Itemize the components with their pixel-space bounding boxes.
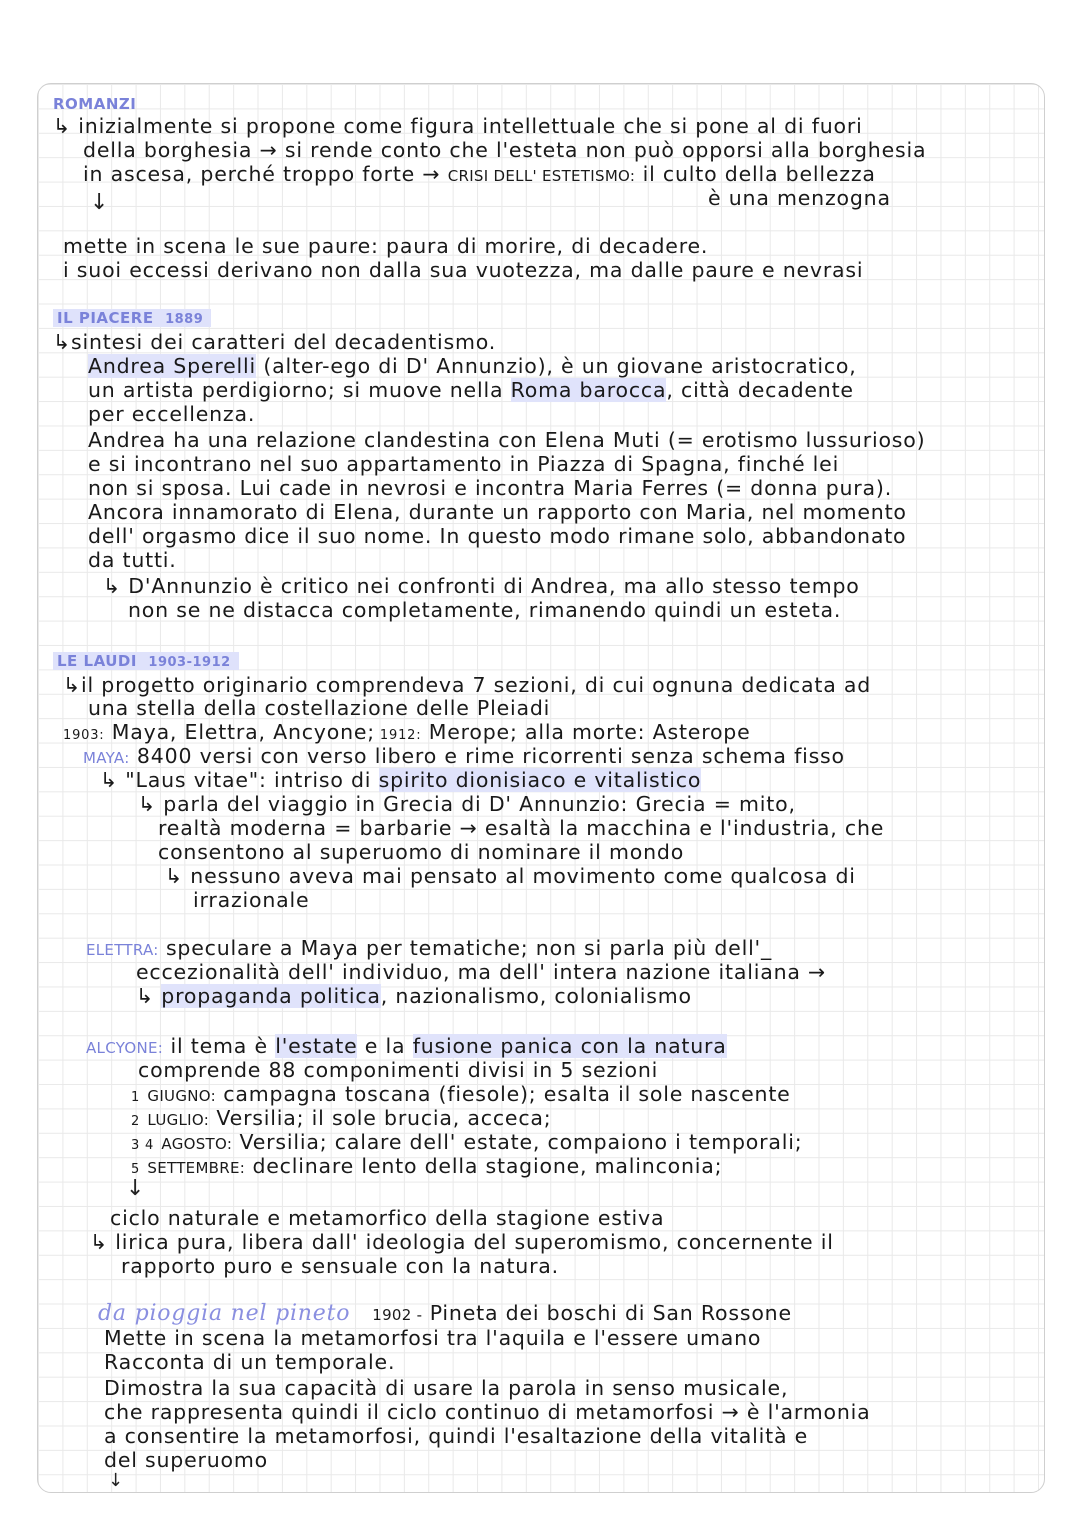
section-item: 3 4 AGOSTO: Versilia; calare dell' estate, compaiono i temporali; xyxy=(131,1130,803,1154)
text-line: realtà moderna = barbarie → esaltà la macchina e l'industria, che xyxy=(158,816,885,840)
heading-le-laudi: LE LAUDI 1903-1912 xyxy=(53,649,239,675)
text-line: i suoi eccessi derivano non dalla sua vuotezza, ma dalle paure e nevrasi xyxy=(63,258,864,282)
section-item: 1 GIUGNO: campagna toscana (fiesole); esalta il sole nascente xyxy=(131,1082,791,1106)
poem-title: da pioggia nel pineto xyxy=(98,1301,351,1326)
maia-label: MAYA: xyxy=(83,749,130,767)
text-line: ↳ propaganda politica, nazionalismo, colonialismo xyxy=(136,984,692,1008)
arrow-down-icon: ↓ xyxy=(108,1470,124,1491)
text-line: della borghesia → si rende conto che l'esteta non può opporsi alla borghesia xyxy=(83,138,927,162)
text-line: ↳ D'Annunzio è critico nei confronti di Andrea, ma allo stesso tempo xyxy=(103,574,860,598)
text-line: MAYA: 8400 versi con verso libero e rime ricorrenti senza schema fisso xyxy=(83,744,845,768)
text-line: non se ne distacca completamente, rimanendo quindi un esteta. xyxy=(128,598,842,622)
text-line: del superuomo xyxy=(104,1448,269,1472)
text-line: ↳ parla del viaggio in Grecia di D' Annunzio: Grecia = mito, xyxy=(138,792,796,816)
text-line: da pioggia nel pineto 1902 - Pineta dei boschi di San Rossone xyxy=(98,1301,792,1326)
crisi-label: CRISI DELL' ESTETISMO: xyxy=(447,167,636,185)
text-line: ↳sintesi dei caratteri del decadentismo. xyxy=(53,330,497,354)
text-line: un artista perdigiorno; si muove nella Roma barocca, città decadente xyxy=(88,378,854,402)
text-line: ELETTRA: speculare a Maya per tematiche; non si parla più dell'_ xyxy=(86,936,773,960)
text-line: irrazionale xyxy=(193,888,310,912)
arrow-down-icon: ↓ xyxy=(126,1176,145,1201)
text-line: ↳ lirica pura, libera dall' ideologia del superomismo, concernente il xyxy=(90,1230,834,1254)
text-line: ALCYONE: il tema è l'estate e la fusione panica con la natura xyxy=(86,1034,727,1058)
elettra-label: ELETTRA: xyxy=(86,941,159,959)
text-line: Dimostra la sua capacità di usare la parola in senso musicale, xyxy=(104,1376,789,1400)
text-line: Andrea Sperelli (alter-ego di D' Annunzio), è un giovane aristocratico, xyxy=(88,354,857,378)
text-line: mette in scena le sue paure: paura di morire, di decadere. xyxy=(63,234,709,258)
text-line: una stella della costellazione delle Pleiadi xyxy=(88,696,551,720)
text-line: in ascesa, perché troppo forte → CRISI DELL' ESTETISMO: il culto della bellezza xyxy=(83,162,876,186)
text-line: comprende 88 componimenti divisi in 5 sezioni xyxy=(138,1058,659,1082)
text-line: Mette in scena la metamorfosi tra l'aquila e l'essere umano xyxy=(104,1326,762,1350)
text-line: eccezionalità dell' individuo, ma dell' intera nazione italiana → xyxy=(136,960,827,984)
section-item: 2 LUGLIO: Versilia; il sole brucia, acceca; xyxy=(131,1106,552,1130)
text-line: Ancora innamorato di Elena, durante un rapporto con Maria, nel momento xyxy=(88,500,907,524)
text-line: è una menzogna xyxy=(708,186,891,210)
text-line: ↳ "Laus vitae": intriso di spirito dionisiaco e vitalistico xyxy=(100,768,702,792)
alcyone-label: ALCYONE: xyxy=(86,1039,164,1057)
text-line: rapporto puro e sensuale con la natura. xyxy=(121,1254,559,1278)
text-line: ↳ inizialmente si propone come figura intellettuale che si pone al di fuori xyxy=(53,114,863,138)
text-line: che rappresenta quindi il ciclo continuo di metamorfosi → è l'armonia xyxy=(104,1400,871,1424)
text-line: ↳ nessuno aveva mai pensato al movimento come qualcosa di xyxy=(165,864,856,888)
text-line: e si incontrano nel suo appartamento in Piazza di Spagna, finché lei xyxy=(88,452,840,476)
heading-romanzi: ROMANZI xyxy=(53,95,137,113)
heading-il-piacere: IL PIACERE 1889 xyxy=(53,306,211,332)
text-line: a consentire la metamorfosi, quindi l'esaltazione della vitalità e xyxy=(104,1424,809,1448)
text-line: ↳il progetto originario comprendeva 7 sezioni, di cui ognuna dedicata ad xyxy=(63,673,872,697)
section-item: 5 SETTEMBRE: declinare lento della stagione, malinconia; xyxy=(131,1154,723,1178)
text-line: dell' orgasmo dice il suo nome. In questo modo rimane solo, abbandonato xyxy=(88,524,907,548)
text-line: da tutti. xyxy=(88,548,177,572)
text-line: Andrea ha una relazione clandestina con Elena Muti (= erotismo lussurioso) xyxy=(88,428,926,452)
text-line: 1903: Maya, Elettra, Ancyone; 1912: Merope; alla morte: Asterope xyxy=(63,720,751,744)
text-line: Racconta di un temporale. xyxy=(104,1350,396,1374)
notebook-page xyxy=(37,83,1045,1493)
text-line: per eccellenza. xyxy=(88,402,256,426)
arrow-down-icon: ↓ xyxy=(90,190,109,215)
text-line: consentono al superuomo di nominare il mondo xyxy=(158,840,685,864)
text-line: ciclo naturale e metamorfico della stagione estiva xyxy=(110,1206,665,1230)
text-line: non si sposa. Lui cade in nevrosi e incontra Maria Ferres (= donna pura). xyxy=(88,476,893,500)
